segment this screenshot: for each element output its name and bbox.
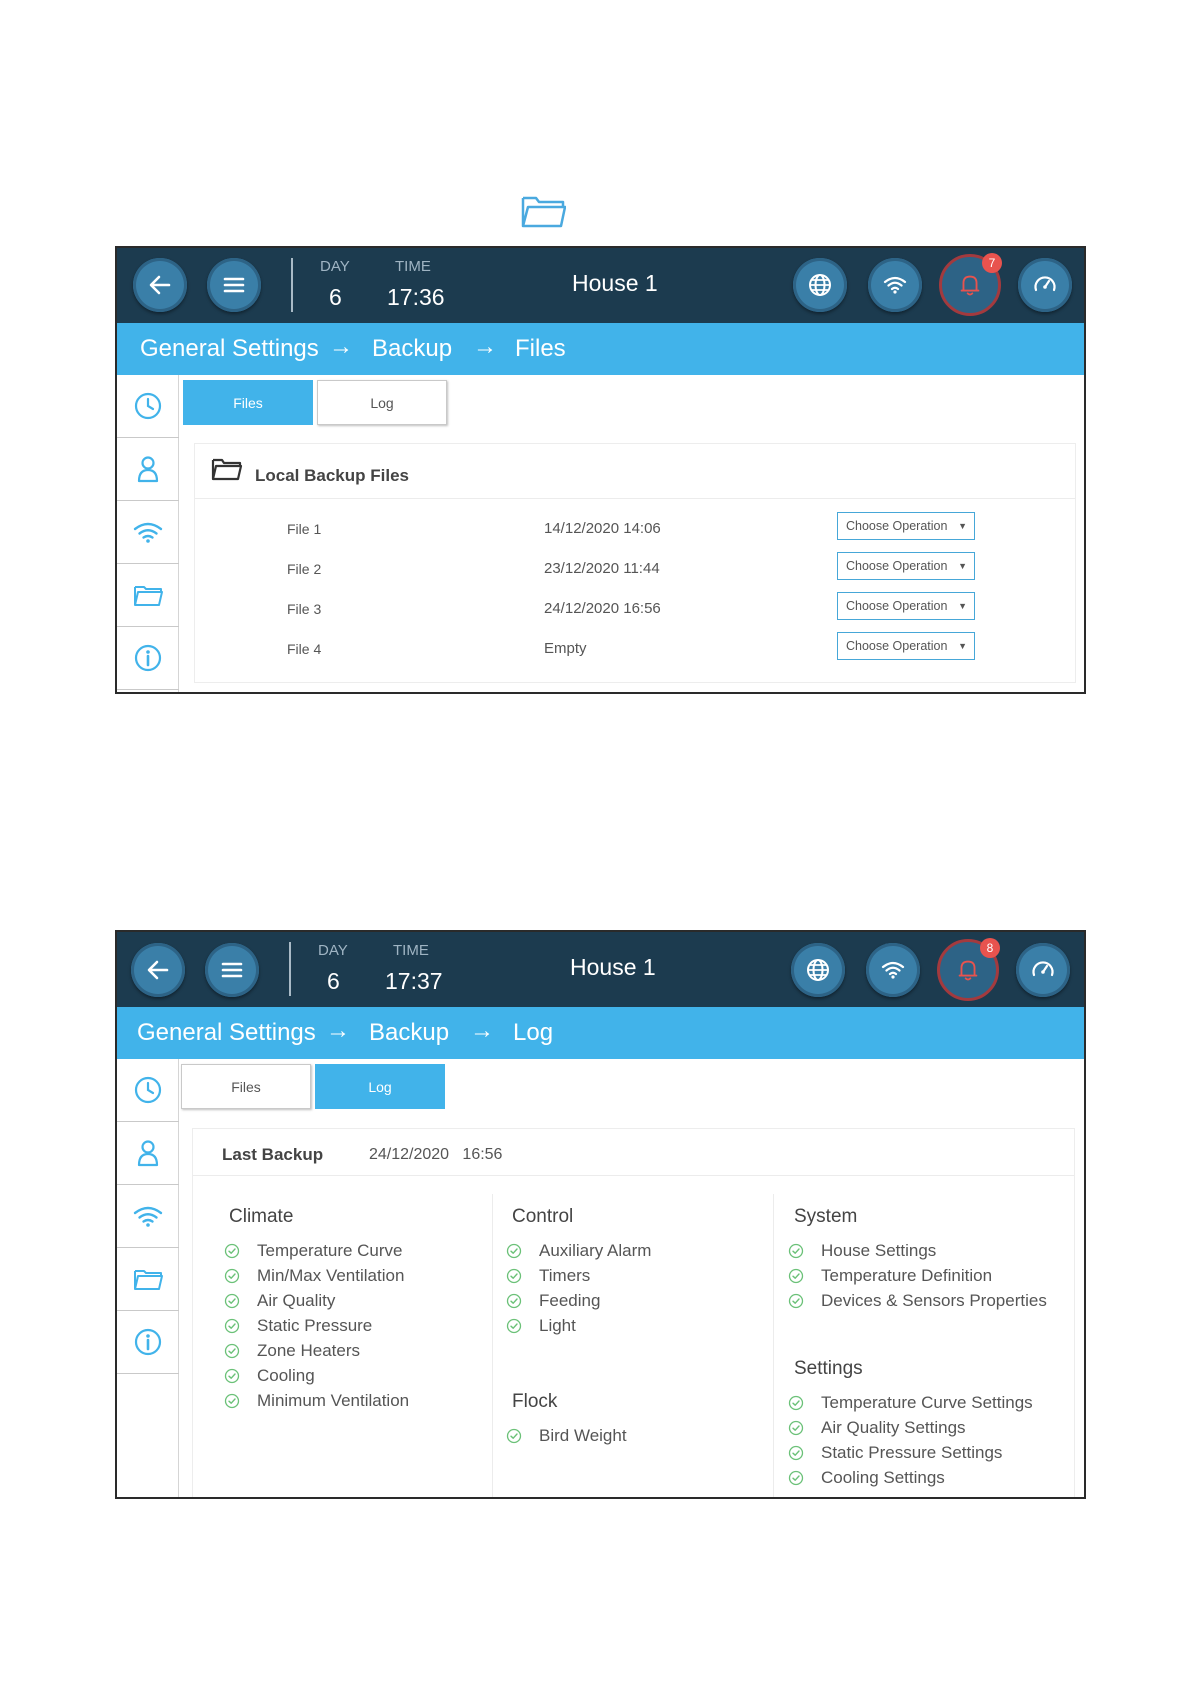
time-value: 17:36	[387, 284, 445, 310]
checklist-item-label: Minimum Ventilation	[257, 1391, 410, 1410]
language-button[interactable]	[793, 258, 847, 312]
checklist-item	[506, 1241, 651, 1261]
local-backup-panel	[194, 443, 1076, 683]
checklist-item	[224, 1241, 403, 1261]
bell-icon	[954, 956, 982, 984]
sidebar	[117, 1059, 179, 1497]
alarm-button[interactable]	[939, 254, 1001, 316]
check-circle-icon	[224, 1268, 240, 1284]
operation-select-value: Choose Operation	[846, 599, 948, 613]
breadcrumb-general-settings[interactable]: General Settings	[140, 335, 319, 362]
file-name: File 4	[287, 641, 322, 657]
tab-files[interactable]: Files	[181, 1064, 311, 1109]
sidebar-item-backup[interactable]	[117, 1248, 179, 1311]
checklist-item-label: Light	[539, 1316, 576, 1335]
network-button[interactable]	[868, 258, 922, 312]
checklist-item	[788, 1418, 966, 1438]
operation-select-value: Choose Operation	[846, 519, 948, 533]
sidebar	[117, 375, 179, 692]
checklist-item	[224, 1366, 315, 1386]
checklist-item	[788, 1443, 1002, 1463]
chevron-down-icon: ▼	[958, 641, 967, 651]
backup-log-screen	[115, 930, 1086, 1499]
checklist-item-label: Static Pressure	[257, 1316, 373, 1335]
checklist-item	[506, 1266, 590, 1286]
breadcrumb-backup[interactable]: Backup	[369, 1019, 450, 1046]
checklist-item-label: Devices & Sensors Properties	[821, 1291, 1047, 1310]
alarm-count-badge: 8	[980, 938, 1000, 958]
file-date: 14/12/2020 14:06	[544, 520, 661, 537]
checklist-item	[506, 1316, 576, 1336]
file-name: File 2	[287, 561, 322, 577]
back-arrow-icon	[145, 270, 175, 300]
checklist-item	[224, 1291, 335, 1311]
file-date: 23/12/2020 11:44	[544, 560, 660, 577]
panel-title: Local Backup Files	[255, 466, 409, 485]
file-name: File 1	[287, 521, 322, 537]
check-circle-icon	[224, 1293, 240, 1309]
breadcrumb-separator: →	[326, 1017, 350, 1044]
checklist-item	[788, 1241, 936, 1261]
check-circle-icon	[788, 1470, 804, 1486]
check-circle-icon	[506, 1243, 522, 1259]
checklist-item	[506, 1291, 600, 1311]
back-arrow-icon	[143, 955, 173, 985]
sidebar-item-time[interactable]	[117, 1059, 179, 1122]
breadcrumb	[117, 1007, 1084, 1059]
checklist-item-label: Timers	[539, 1266, 591, 1285]
house-name: House 1	[572, 270, 658, 296]
breadcrumb-backup[interactable]: Backup	[372, 335, 453, 362]
tab-log[interactable]: Log	[315, 1064, 445, 1109]
checklist-item-label: Feeding	[539, 1291, 601, 1310]
climate-heading: Climate	[229, 1206, 294, 1227]
check-circle-icon	[224, 1318, 240, 1334]
chevron-down-icon: ▼	[958, 601, 967, 611]
checklist-item-label: Temperature Definition	[821, 1266, 993, 1285]
checklist-item-label: Bird Weight	[539, 1426, 627, 1445]
clock-icon	[132, 390, 164, 422]
alarm-button[interactable]	[937, 939, 999, 1001]
dashboard-button[interactable]	[1016, 943, 1070, 997]
check-circle-icon	[788, 1243, 804, 1259]
checklist-item-label: Air Quality Settings	[821, 1418, 966, 1437]
wifi-icon	[132, 516, 164, 548]
bell-icon	[956, 271, 984, 299]
back-button[interactable]	[133, 258, 187, 312]
alarm-count-badge: 7	[982, 253, 1002, 273]
operation-select[interactable]	[837, 632, 975, 660]
day-value: 6	[329, 284, 342, 310]
divider	[492, 1194, 493, 1499]
operation-select[interactable]	[837, 592, 975, 620]
file-name: File 3	[287, 601, 322, 617]
folder-icon	[132, 1263, 164, 1295]
checklist-item-label: Min/Max Ventilation	[257, 1266, 405, 1285]
checklist-item	[788, 1266, 992, 1286]
house-name: House 1	[570, 954, 656, 980]
checklist-item-label: Cooling	[257, 1366, 315, 1385]
top-bar	[117, 248, 1084, 323]
last-backup-value: 24/12/2020 16:56	[369, 1146, 503, 1163]
top-bar	[117, 932, 1084, 1007]
gauge-icon	[1028, 955, 1058, 985]
checklist-item-label: Cooling Settings	[821, 1468, 945, 1487]
breadcrumb-log: Log	[513, 1019, 554, 1046]
day-value: 6	[327, 968, 340, 994]
check-circle-icon	[506, 1318, 522, 1334]
checklist-item-label: House Settings	[821, 1241, 937, 1260]
divider	[291, 258, 293, 312]
checklist-item	[224, 1341, 360, 1361]
control-heading: Control	[512, 1206, 574, 1227]
checklist-item	[506, 1426, 627, 1446]
checklist-item	[788, 1393, 1033, 1413]
user-icon	[132, 1137, 164, 1169]
check-circle-icon	[788, 1420, 804, 1436]
check-circle-icon	[788, 1445, 804, 1461]
menu-icon	[219, 270, 249, 300]
folder-icon	[132, 579, 164, 611]
checklist-item	[224, 1266, 404, 1286]
sidebar-item-info[interactable]	[117, 1311, 179, 1374]
system-heading: System	[794, 1206, 858, 1227]
back-button[interactable]	[131, 943, 185, 997]
backup-log-panel	[192, 1128, 1075, 1499]
wifi-icon	[880, 270, 910, 300]
day-label: DAY	[320, 258, 350, 275]
settings-heading: Settings	[794, 1358, 863, 1379]
operation-select-value: Choose Operation	[846, 639, 948, 653]
sidebar-item-user[interactable]	[117, 1122, 179, 1185]
panel-header	[193, 1129, 1074, 1176]
menu-button[interactable]	[205, 943, 259, 997]
flock-heading: Flock	[512, 1391, 558, 1412]
checklist-item-label: Static Pressure Settings	[821, 1443, 1003, 1462]
wifi-icon	[132, 1200, 164, 1232]
sidebar-item-network[interactable]	[117, 1185, 179, 1248]
breadcrumb-general-settings[interactable]: General Settings	[137, 1019, 316, 1046]
chevron-down-icon: ▼	[958, 561, 967, 571]
time-value: 17:37	[385, 968, 443, 994]
folder-icon	[520, 195, 566, 229]
checklist-item	[224, 1316, 372, 1336]
wifi-icon	[878, 955, 908, 985]
menu-icon	[217, 955, 247, 985]
dashboard-button[interactable]	[1018, 258, 1072, 312]
tab-log[interactable]: Log	[317, 380, 447, 425]
checklist-item	[224, 1391, 409, 1411]
info-icon	[132, 642, 164, 674]
file-date: Empty	[544, 640, 587, 657]
checklist-item	[788, 1468, 945, 1488]
operation-select[interactable]	[837, 512, 975, 540]
globe-icon	[805, 270, 835, 300]
check-circle-icon	[788, 1395, 804, 1411]
sidebar-item-user[interactable]	[117, 438, 179, 501]
check-circle-icon	[224, 1343, 240, 1359]
folder-icon	[211, 458, 243, 482]
checklist-item-label: Temperature Curve	[257, 1241, 403, 1260]
file-date: 24/12/2020 16:56	[544, 600, 661, 617]
sidebar-item-backup[interactable]	[117, 564, 179, 627]
time-label: TIME	[395, 258, 431, 275]
clock-icon	[132, 1074, 164, 1106]
panel-header	[195, 444, 1075, 499]
breadcrumb-separator: →	[329, 333, 353, 360]
divider	[773, 1194, 774, 1499]
operation-select[interactable]	[837, 552, 975, 580]
checklist-item-label: Auxiliary Alarm	[539, 1241, 652, 1260]
language-button[interactable]	[791, 943, 845, 997]
chevron-down-icon: ▼	[958, 521, 967, 531]
breadcrumb	[117, 323, 1084, 375]
checklist-item	[788, 1291, 1047, 1311]
menu-button[interactable]	[207, 258, 261, 312]
sidebar-item-time[interactable]	[117, 375, 179, 438]
check-circle-icon	[506, 1293, 522, 1309]
check-circle-icon	[506, 1268, 522, 1284]
sidebar-item-info[interactable]	[117, 627, 179, 690]
gauge-icon	[1030, 270, 1060, 300]
check-circle-icon	[506, 1428, 522, 1444]
checklist-item-label: Zone Heaters	[257, 1341, 360, 1360]
breadcrumb-separator: →	[470, 1017, 494, 1044]
globe-icon	[803, 955, 833, 985]
last-backup-label: Last Backup	[222, 1145, 324, 1164]
user-icon	[132, 453, 164, 485]
operation-select-value: Choose Operation	[846, 559, 948, 573]
network-button[interactable]	[866, 943, 920, 997]
info-icon	[132, 1326, 164, 1358]
checklist-item-label: Air Quality	[257, 1291, 336, 1310]
check-circle-icon	[224, 1393, 240, 1409]
check-circle-icon	[224, 1243, 240, 1259]
breadcrumb-files: Files	[515, 335, 566, 362]
check-circle-icon	[788, 1268, 804, 1284]
checklist-item-label: Temperature Curve Settings	[821, 1393, 1033, 1412]
time-label: TIME	[393, 942, 429, 959]
check-circle-icon	[788, 1293, 804, 1309]
tab-files[interactable]: Files	[183, 380, 313, 425]
breadcrumb-separator: →	[473, 333, 497, 360]
check-circle-icon	[224, 1368, 240, 1384]
day-label: DAY	[318, 942, 348, 959]
divider	[289, 942, 291, 996]
backup-files-screen	[115, 246, 1086, 694]
sidebar-item-network[interactable]	[117, 501, 179, 564]
